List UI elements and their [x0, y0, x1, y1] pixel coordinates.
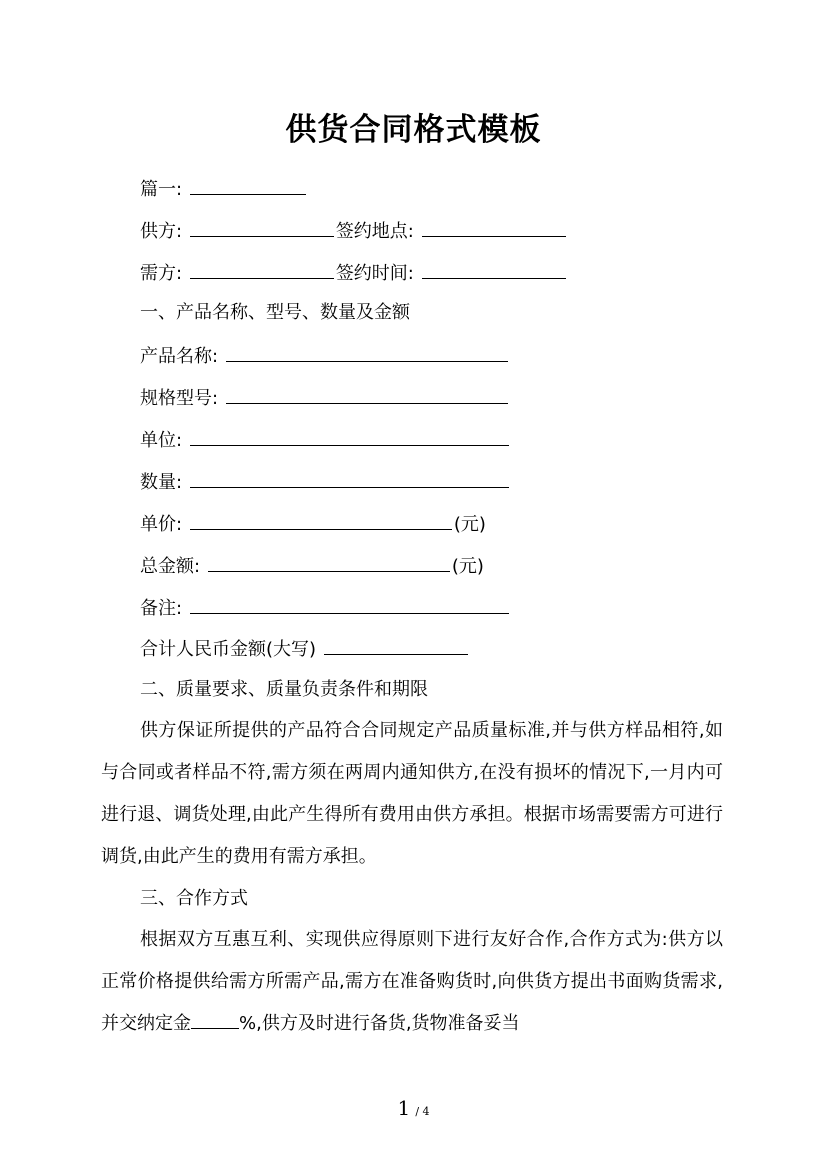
sign-place-blank[interactable]	[422, 218, 566, 237]
page-current: 1	[397, 1096, 411, 1120]
supplier-label: 供方:	[140, 221, 183, 242]
field-price	[140, 511, 486, 537]
rmb-blank[interactable]	[324, 636, 468, 655]
spec-blank[interactable]	[226, 385, 508, 404]
sign-place-label: 签约地点:	[335, 221, 414, 242]
section2-heading: 二、质量要求、质量负责条件和期限	[140, 679, 428, 700]
sign-time-blank[interactable]	[422, 260, 566, 279]
price-unit: (元)	[453, 514, 486, 535]
buyer-blank[interactable]	[190, 260, 334, 279]
product-name-label: 产品名称:	[140, 346, 219, 367]
total-blank[interactable]	[208, 553, 450, 572]
field-total	[140, 553, 484, 579]
remark-label: 备注:	[140, 598, 183, 619]
qty-blank[interactable]	[190, 469, 509, 488]
unit-label: 单位:	[140, 430, 183, 451]
total-unit: (元)	[451, 556, 484, 577]
piece-blank[interactable]	[190, 176, 306, 195]
total-label: 总金额:	[140, 556, 201, 577]
section1-heading: 一、产品名称、型号、数量及金额	[140, 302, 410, 323]
section3-body-before: 根据双方互惠互利、实现供应得原则下进行友好合作,合作方式为:供方以正常价格提供给需方所需产品,需方在准备购货时,向供货方提出书面购货需求,并交纳定金	[101, 929, 723, 1034]
section3-body-after: %,供方及时进行备货,货物准备妥当	[239, 1013, 520, 1034]
rmb-label: 合计人民币金额(大写)	[140, 639, 317, 660]
buyer-label: 需方:	[140, 263, 183, 284]
product-name-blank[interactable]	[226, 343, 508, 362]
unit-blank[interactable]	[190, 427, 509, 446]
document-title: 供货合同格式模板	[285, 112, 542, 148]
price-label: 单价:	[140, 514, 183, 535]
deposit-percent-blank[interactable]	[191, 1010, 239, 1029]
piece-label: 篇一:	[140, 179, 183, 200]
remark-blank[interactable]	[190, 595, 509, 614]
field-buyer-row	[140, 260, 568, 286]
field-supplier-row	[140, 218, 568, 244]
field-rmb-total	[140, 636, 470, 662]
page-number	[0, 1096, 827, 1120]
section3-heading: 三、合作方式	[140, 888, 248, 909]
section3-body	[101, 919, 723, 1045]
spec-label: 规格型号:	[140, 388, 219, 409]
field-unit	[140, 427, 511, 453]
field-product-name	[140, 343, 510, 369]
field-spec	[140, 385, 510, 411]
section2-body: 供方保证所提供的产品符合合同规定产品质量标准,并与供方样品相符,如与合同或者样品不符,需方须在两周内通知供方,在没有损坏的情况下,一月内可进行退、调货处理,由此产生得所有费用由供方承担。根据市场需要需方可进行调货,由此产生的费用有需方承担。	[101, 720, 723, 867]
page-total: / 4	[415, 1105, 430, 1118]
qty-label: 数量:	[140, 472, 183, 493]
field-piece	[140, 176, 308, 202]
supplier-blank[interactable]	[190, 218, 334, 237]
field-qty	[140, 469, 511, 495]
price-blank[interactable]	[190, 511, 452, 530]
field-remark	[140, 595, 511, 621]
sign-time-label: 签约时间:	[335, 263, 414, 284]
